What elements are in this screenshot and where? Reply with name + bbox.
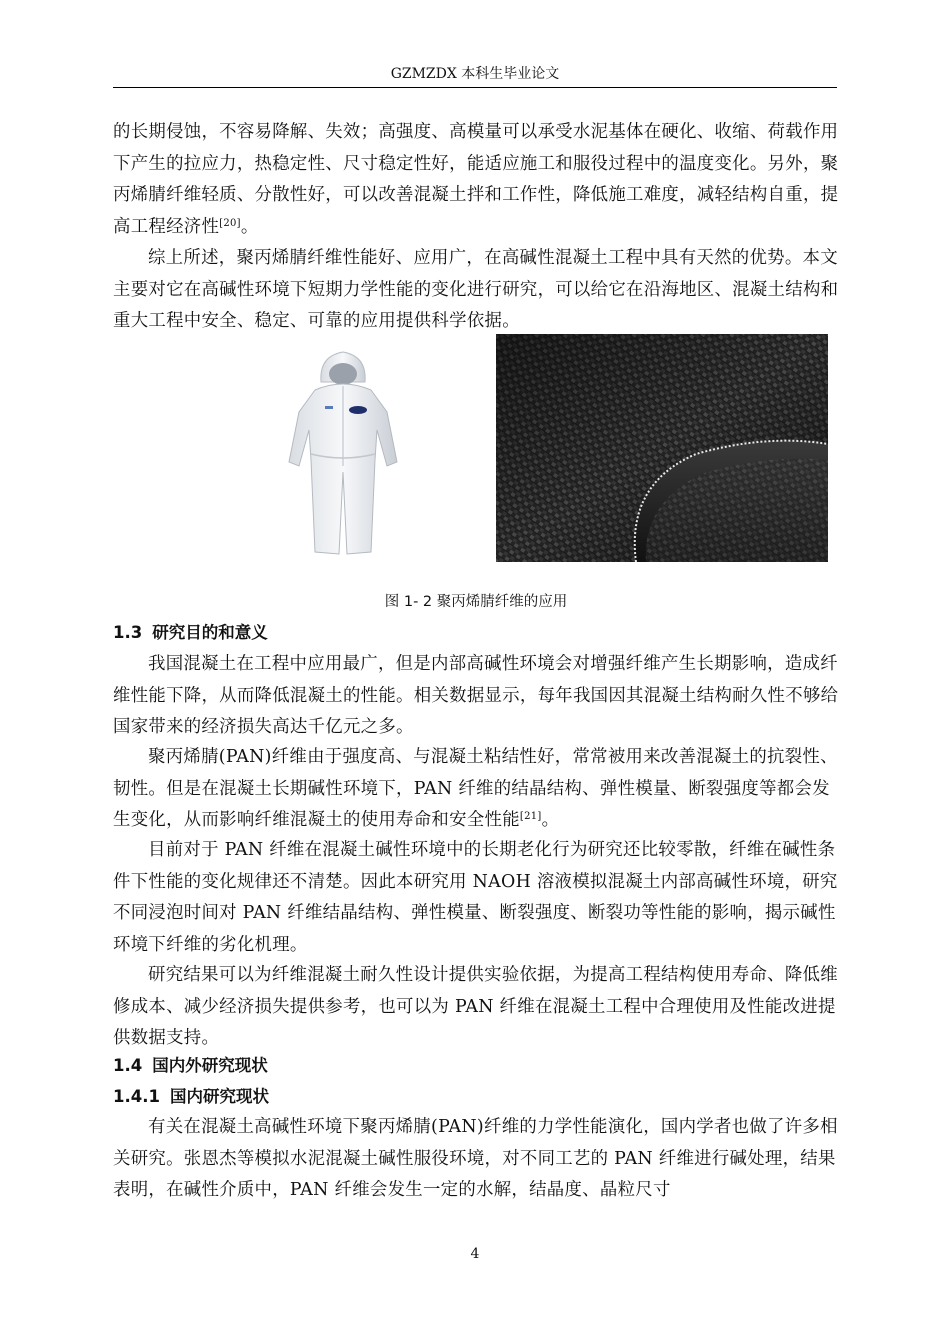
citation-21: [21] [519, 811, 542, 822]
section-title: 国内研究现状 [169, 1087, 269, 1106]
section-heading-1-4 [113, 1055, 268, 1077]
figure-fiber-applications [113, 330, 839, 570]
section-title: 国内外研究现状 [152, 1056, 268, 1075]
figure-caption: 图 1- 2 聚丙烯腈纤维的应用 [384, 594, 568, 610]
protective-suit-image [263, 342, 423, 562]
page-number: 4 [470, 1246, 480, 1262]
section-heading-1-3 [113, 622, 268, 644]
page-header: GZMZDX 本科生毕业论文 [390, 66, 560, 82]
section-title: 研究目的和意义 [152, 623, 268, 642]
paragraph-7: 有关在混凝土高碱性环境下聚丙烯腈(PAN)纤维的力学性能演化，国内学者也做了许多相关研究。张恩杰等模拟水泥混凝土碱性服役环境，对不同工艺的 PAN 纤维进行碱处理，结果表明，在碱性介质中，PAN 纤维会发生一定的水解，结晶度、晶粒尺寸 [113, 1117, 838, 1200]
paragraph-5: 目前对于 PAN 纤维在混凝土碱性环境中的长期老化行为研究还比较零散，纤维在碱性条件下性能的变化规律还不清楚。因此本研究用 NAOH 溶液模拟混凝土内部高碱性环境，研究不同浸泡时间对 PAN 纤维结晶结构、弹性模量、断裂强度、断裂功等性能的影响，揭示碱性环境下纤维的劣化机理。 [113, 840, 838, 955]
paragraph-6: 研究结果可以为纤维混凝土耐久性设计提供实验依据，为提高工程结构使用寿命、降低维修成本、减少经济损失提供参考，也可以为 PAN 纤维在混凝土工程中合理使用及性能改进提供数据支持。 [113, 965, 838, 1048]
section-number: 1.4.1 [113, 1087, 160, 1106]
section-number: 1.4 [113, 1056, 143, 1075]
carbon-fiber-fabric-image [496, 334, 828, 562]
paragraph-4 [113, 742, 839, 837]
paragraph-1-text: 的长期侵蚀，不容易降解、失效；高强度、高模量可以承受水泥基体在硬化、收缩、荷载作用下产生的拉应力，热稳定性、尺寸稳定性好，能适应施工和服役过程中的温度变化。另外，聚丙烯腈纤维轻质、分散性好，可以改善混凝土拌和工作性，降低施工难度，减轻结构自重，提高工程经济性 [113, 122, 839, 237]
paragraph-3: 我国混凝土在工程中应用最广，但是内部高碱性环境会对增强纤维产生长期影响，造成纤维性能下降，从而降低混凝土的性能。相关数据显示，每年我国因其混凝土结构耐久性不够给国家带来的经济损失高达千亿元之多。 [113, 654, 839, 737]
citation-20: [20] [219, 217, 241, 229]
section-heading-1-4-1 [113, 1086, 269, 1108]
paragraph-4-end: 。 [541, 810, 560, 830]
paragraph-1 [113, 117, 839, 243]
paragraph-1-end: 。 [240, 216, 259, 237]
section-number: 1.3 [113, 623, 143, 642]
paragraph-2: 综上所述，聚丙烯腈纤维性能好、应用广，在高碱性混凝土工程中具有天然的优势。本文主要对它在高碱性环境下短期力学性能的变化进行研究，可以给它在沿海地区、混凝土结构和重大工程中安全、稳定、可靠的应用提供科学依据。 [113, 248, 839, 331]
paragraph-4-text: 聚丙烯腈(PAN)纤维由于强度高、与混凝土粘结性好，常常被用来改善混凝土的抗裂性、韧性。但是在混凝土长期碱性环境下，PAN 纤维的结晶结构、弹性模量、断裂强度等都会发生变化，从而影响纤维混凝土的使用寿命和安全性能 [113, 747, 838, 830]
header-divider [113, 87, 837, 88]
